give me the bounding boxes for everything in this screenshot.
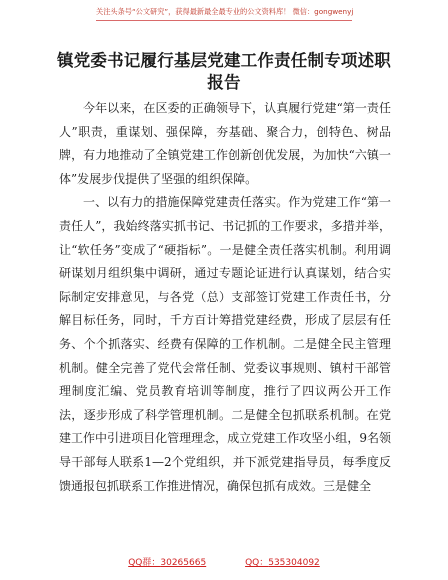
paragraph-section-1: 一、以有力的措施保障党建责任落实。作为党建工作“第一责任人”，我始终落实抓书记、书记抓的工作要求，多措并举，让“软任务”变成了“硬指标”。一是健全责任落实机制。利用调研谋划月组织集中调研，通过专题论证进行认真谋划，结合实际制定安排意见，与各党（总）支部签订党建工作责任书，分解目标任务，同时，千方百计筹措党建经费，形成了层层有任务、个个抓落实、经费有保障的工作机制。二是健全民主管理机制。健全完善了党代会常任制、党委议事规则、镇村干部管理制度汇编、党员教育培训等制度，推行了四议两公开工作法，逐步形成了科学管理机制。二是健全包抓联系机制。在党建工作中引进项目化管理理念，成立党建工作攻坚小组，9名领导干部每人联系1—2个党组织，并下派党建指导员，每季度反馈通报包抓联系工作推进情况，确保包抓有成效。三是健全 bbox=[59, 195, 391, 493]
footer-contact bbox=[0, 555, 448, 568]
qq-group-label: QQ群： bbox=[128, 558, 161, 568]
qq-group-info bbox=[128, 558, 206, 568]
document-body bbox=[59, 97, 391, 498]
header-banner: 关注头条号“公文研究”，获得最新最全最专业的公文资料库！ 微信：gongwenyj bbox=[96, 7, 352, 21]
qq-group-number[interactable]: 30265665 bbox=[160, 558, 207, 568]
qq-info bbox=[245, 558, 320, 568]
title-line-2: 报告 bbox=[207, 73, 241, 92]
qq-number[interactable]: 535304092 bbox=[268, 558, 320, 568]
document-title bbox=[40, 50, 408, 94]
paragraph-intro: 今年以来，在区委的正确领导下，认真履行党建“第一责任人”职责，重谋划、强保障，夯基础、聚合力，创特色、树品牌，有力地推动了全镇党建工作创新创优发展，为加快“六镇一体”发展步伐提供了坚强的组织保障。 bbox=[59, 101, 391, 186]
qq-label: QQ： bbox=[245, 558, 269, 568]
title-line-1: 镇党委书记履行基层党建工作责任制专项述职 bbox=[57, 51, 391, 70]
